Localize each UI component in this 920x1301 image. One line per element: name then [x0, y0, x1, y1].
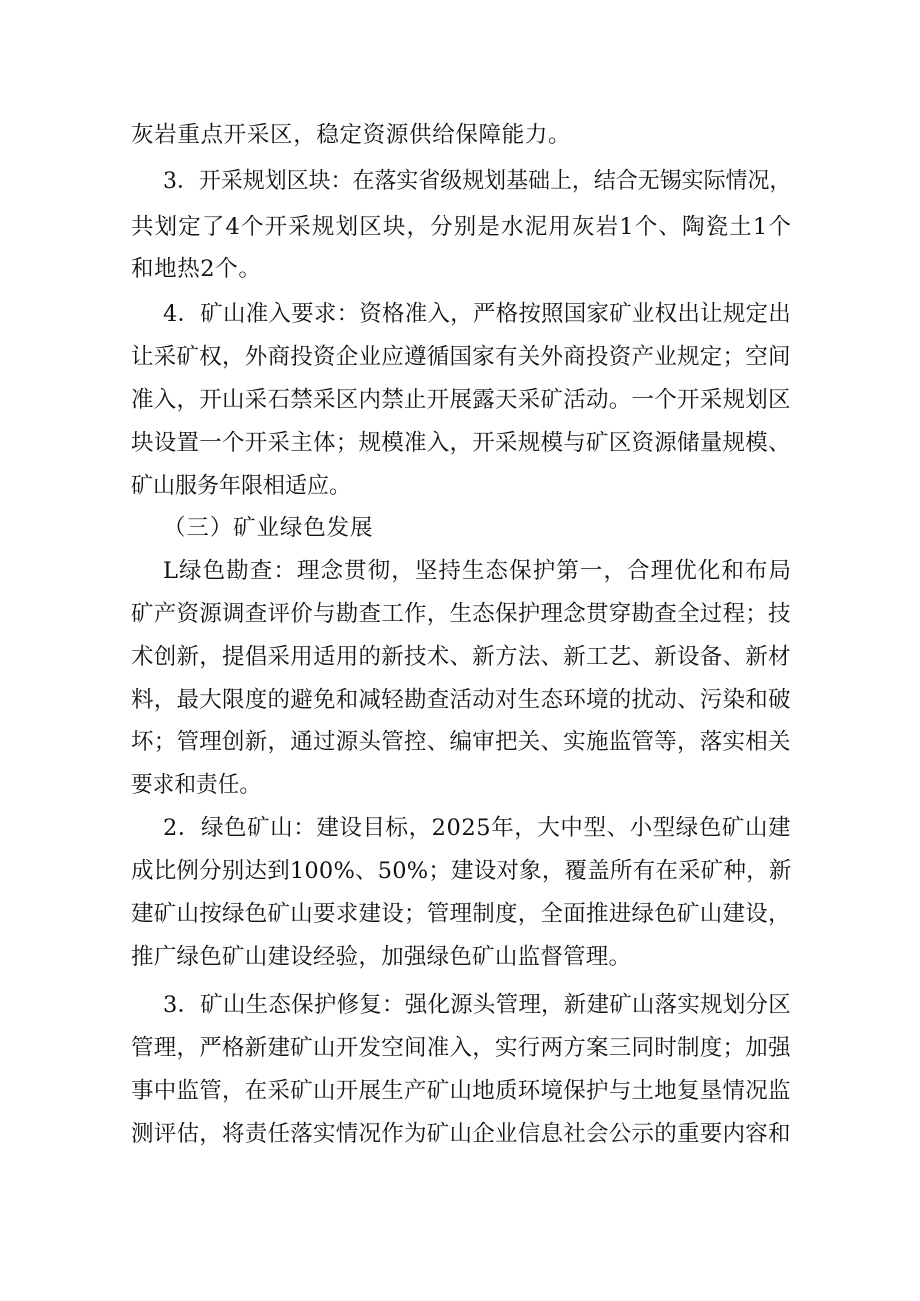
- text-line-24: 测评估，将责任落实情况作为矿山企业信息社会公示的重要内容和: [131, 1121, 791, 1147]
- text-line-21: 3．矿山生态保护修复：强化源头管理，新建矿山落实规划分区: [163, 992, 791, 1018]
- text-line-19: 建矿山按绿色矿山要求建设；管理制度，全面推进绿色矿山建设，: [131, 901, 791, 927]
- text-line-22: 管理，严格新建矿山开发空间准入，实行两方案三同时制度；加强: [131, 1035, 791, 1061]
- text-line-13: 术创新，提倡采用适用的新技术、新方法、新工艺、新设备、新材: [131, 644, 791, 670]
- text-line-23: 事中监管，在采矿山开展生产矿山地质环境保护与土地复垦情况监: [131, 1078, 791, 1104]
- text-line-20: 推广绿色矿山建设经验，加强绿色矿山监督管理。: [131, 944, 632, 970]
- text-line-16: 要求和责任。: [131, 772, 262, 798]
- section-heading: （三）矿业绿色发展: [163, 515, 374, 541]
- text-line-9: 矿山服务年限相适应。: [131, 473, 352, 499]
- text-line-7: 准入，开山采石禁采区内禁止开展露天采矿活动。一个开采规划区: [131, 387, 791, 413]
- text-line-4: 和地热2个。: [131, 256, 262, 282]
- text-line-6: 让采矿权，外商投资企业应遵循国家有关外商投资产业规定；空间: [131, 344, 791, 370]
- text-line-2: 3．开采规划区块：在落实省级规划基础上，结合无锡实际情况，: [163, 168, 792, 194]
- text-line-18: 成比例分别达到100%、50%；建设对象，覆盖所有在采矿种，新: [131, 858, 792, 884]
- text-line-3: 共划定了4个开采规划区块，分别是水泥用灰岩1个、陶瓷土1个: [131, 214, 793, 240]
- text-line-12: 矿产资源调查评价与勘查工作，生态保护理念贯穿勘查全过程；技: [131, 601, 791, 627]
- text-line-17: 2．绿色矿山：建设目标，2025年，大中型、小型绿色矿山建: [163, 815, 792, 841]
- text-line-1: 灰岩重点开采区，稳定资源供给保障能力。: [131, 122, 572, 148]
- text-line-8: 块设置一个开采主体；规模准入，开采规模与矿区资源储量规模、: [131, 430, 791, 456]
- text-line-14: 料，最大限度的避免和减轻勘查活动对生态环境的扰动、污染和破: [131, 687, 791, 713]
- text-line-5: 4．矿山准入要求：资格准入，严格按照国家矿业权出让规定出: [163, 301, 791, 327]
- text-line-15: 坏；管理创新，通过源头管控、编审把关、实施监管等，落实相关: [131, 729, 791, 755]
- text-line-11: L绿色勘查：理念贯彻，坚持生态保护第一，合理优化和布局: [163, 558, 793, 584]
